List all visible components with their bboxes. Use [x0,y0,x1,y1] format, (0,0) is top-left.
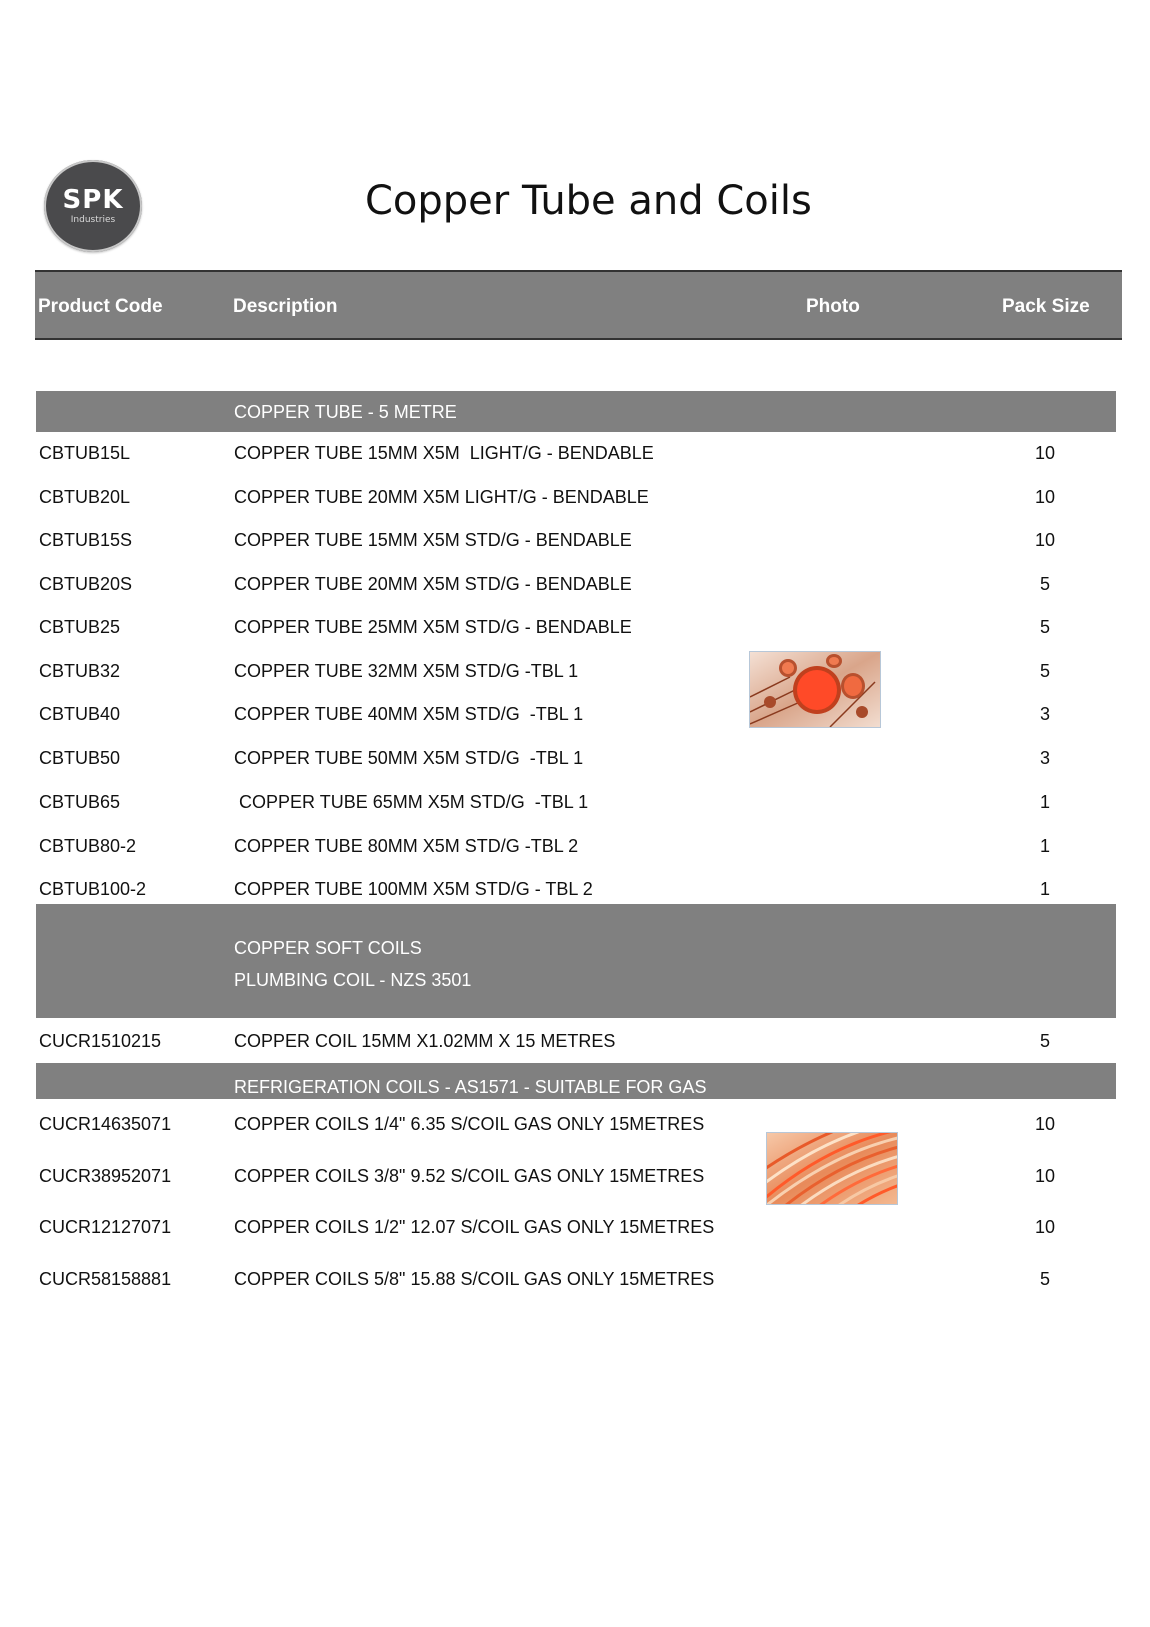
copper-tube-photo [749,651,881,728]
pack-size: 10 [1034,1114,1056,1134]
product-description: COPPER TUBE 50MM X5M STD/G -TBL 1 [234,748,584,768]
table-row [0,836,1150,866]
table-row [0,574,1150,604]
product-code: CBTUB40 [39,704,121,724]
pack-size: 5 [1039,661,1050,681]
product-code: CUCR38952071 [39,1166,172,1186]
product-description: COPPER TUBE 32MM X5M STD/G -TBL 1 [234,661,579,681]
product-code: CBTUB100-2 [39,879,147,899]
copper-coil-photo [766,1132,898,1205]
product-description: COPPER COILS 3/8" 9.52 S/COIL GAS ONLY 15METRES [234,1166,705,1186]
company-logo [44,160,142,252]
logo-text: SPK [62,185,124,215]
pack-size: 1 [1039,836,1050,856]
table-row [0,1166,1150,1196]
header-description: Description [233,296,338,317]
product-code: CBTUB80-2 [39,836,137,856]
product-description: COPPER TUBE 15MM X5M LIGHT/G - BENDABLE [234,443,654,463]
section-label: COPPER SOFT COILS [234,938,422,958]
table-row [0,1269,1150,1299]
product-code: CBTUB15L [39,443,131,463]
product-description: COPPER TUBE 40MM X5M STD/G -TBL 1 [234,704,584,724]
product-code: CBTUB50 [39,748,121,768]
product-code: CUCR12127071 [39,1217,172,1237]
product-code: CUCR14635071 [39,1114,172,1134]
table-row [0,617,1150,647]
product-description: COPPER TUBE 20MM X5M LIGHT/G - BENDABLE [234,487,649,507]
table-row [0,792,1150,822]
pack-size: 3 [1039,704,1050,724]
pack-size: 10 [1034,1217,1056,1237]
product-description: COPPER COILS 5/8" 15.88 S/COIL GAS ONLY 15METRES [234,1269,715,1289]
section-label: COPPER TUBE - 5 METRE [234,402,457,422]
pack-size: 10 [1034,530,1056,550]
pack-size: 10 [1034,487,1056,507]
table-row [0,1031,1150,1061]
logo-subtext: Industries [70,215,116,225]
product-description: COPPER TUBE 80MM X5M STD/G -TBL 2 [234,836,579,856]
table-row [0,487,1150,517]
header-product-code: Product Code [38,296,163,317]
product-description: COPPER COIL 15MM X1.02MM X 15 METRES [234,1031,616,1051]
product-code: CBTUB20L [39,487,131,507]
pack-size: 5 [1039,1269,1050,1289]
product-description: COPPER TUBE 100MM X5M STD/G - TBL 2 [234,879,593,899]
table-row [0,661,1150,691]
section-copper-tube [36,391,1116,432]
pack-size: 1 [1039,792,1050,812]
product-code: CBTUB32 [39,661,121,681]
product-description: COPPER TUBE 20MM X5M STD/G - BENDABLE [234,574,632,594]
table-row [0,443,1150,473]
header-photo: Photo [806,296,860,317]
pack-size: 10 [1034,443,1056,463]
table-row [0,530,1150,560]
section-label: REFRIGERATION COILS - AS1571 - SUITABLE FOR GAS [234,1077,707,1097]
pack-size: 5 [1039,617,1050,637]
section-refrigeration-coils [36,1063,1116,1099]
pack-size: 3 [1039,748,1050,768]
pack-size: 1 [1039,879,1050,899]
product-code: CBTUB20S [39,574,133,594]
table-row [0,748,1150,778]
product-description: COPPER COILS 1/2" 12.07 S/COIL GAS ONLY 15METRES [234,1217,715,1237]
table-header [35,270,1122,340]
section-copper-soft-coils [36,904,1116,1018]
table-row [0,1114,1150,1144]
product-code: CUCR58158881 [39,1269,172,1289]
product-description: COPPER TUBE 65MM X5M STD/G -TBL 1 [234,792,589,812]
product-description: COPPER TUBE 15MM X5M STD/G - BENDABLE [234,530,632,550]
product-code: CBTUB25 [39,617,121,637]
pack-size: 10 [1034,1166,1056,1186]
pack-size: 5 [1039,1031,1050,1051]
product-code: CUCR1510215 [39,1031,162,1051]
pack-size: 5 [1039,574,1050,594]
product-code: CBTUB15S [39,530,133,550]
section-sublabel: PLUMBING COIL - NZS 3501 [234,970,472,990]
table-row [0,1217,1150,1247]
page-title: Copper Tube and Coils [365,178,812,224]
product-code: CBTUB65 [39,792,121,812]
table-row [0,704,1150,734]
header-pack-size: Pack Size [1002,296,1090,317]
product-description: COPPER COILS 1/4" 6.35 S/COIL GAS ONLY 15METRES [234,1114,705,1134]
product-description: COPPER TUBE 25MM X5M STD/G - BENDABLE [234,617,632,637]
